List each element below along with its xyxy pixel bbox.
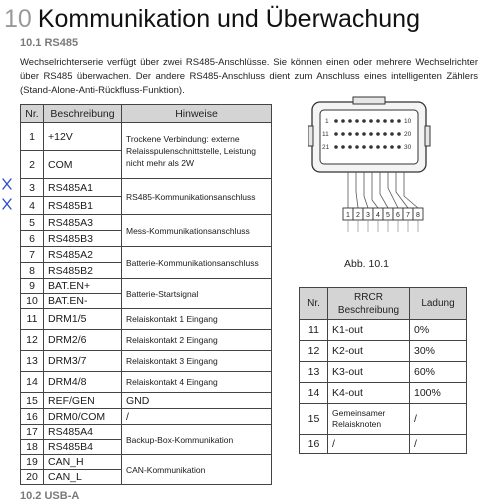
cross-mark-row-4 (3, 199, 11, 209)
table-row (21, 179, 272, 197)
row-nr: 19 (21, 455, 44, 470)
rrcr-desc: K1-out (328, 320, 410, 341)
rrcr-nr: 11 (300, 320, 328, 341)
row-nr: 17 (21, 425, 44, 440)
table-header-row (21, 105, 272, 123)
table-row (21, 455, 272, 470)
rrcr-load: / (410, 404, 467, 435)
pin-label-11: 11 (322, 131, 329, 138)
pin-label-20: 20 (404, 131, 412, 138)
row-nr: 2 (21, 151, 44, 179)
row-desc: RS485A3 (44, 215, 122, 231)
row-nr: 15 (21, 393, 44, 409)
rrcr-desc: K3-out (328, 362, 410, 383)
header-hinweise: Hinweise (122, 105, 272, 123)
table-row (300, 362, 467, 383)
row-nr: 10 (21, 294, 44, 309)
row-nr: 18 (21, 440, 44, 455)
table-row (21, 247, 272, 263)
note-battery-start: Batterie-Startsignal (122, 279, 272, 309)
rrcr-nr: 15 (300, 404, 328, 435)
connector-side-tab-right (425, 126, 430, 146)
terminal-label-4: 4 (376, 212, 380, 219)
note-slash: / (122, 409, 272, 425)
handwritten-cross-marks (0, 176, 16, 216)
row-nr: 4 (21, 197, 44, 215)
terminal-label-5: 5 (386, 212, 390, 219)
note-relay-1: Relaiskontakt 1 Eingang (122, 309, 272, 330)
table-row (21, 409, 272, 425)
row-desc: DRM1/5 (44, 309, 122, 330)
note-relay-4: Relaiskontakt 4 Eingang (122, 372, 272, 393)
figure-caption: Abb. 10.1 (344, 258, 389, 270)
connector-latch (353, 97, 385, 104)
row-nr: 3 (21, 179, 44, 197)
table-row (21, 425, 272, 440)
terminal-label-2: 2 (356, 212, 360, 219)
rrcr-nr: 12 (300, 341, 328, 362)
row-desc: RS485A1 (44, 179, 122, 197)
section-number: 10 (4, 5, 32, 33)
table-row (21, 309, 272, 330)
rrcr-desc: K2-out (328, 341, 410, 362)
row-desc: BAT.EN+ (44, 279, 122, 294)
row-desc: RS485B1 (44, 197, 122, 215)
row-desc: RS485B4 (44, 440, 122, 455)
pin-label-1: 1 (325, 118, 329, 125)
rrcr-nr: 16 (300, 435, 328, 454)
row-nr: 5 (21, 215, 44, 231)
terminal-label-1: 1 (346, 212, 350, 219)
subsection-title: 10.1 RS485 (20, 37, 79, 49)
row-desc: COM (44, 151, 122, 179)
table-row (21, 123, 272, 151)
note-rs485-comm: RS485-Kommunikationsanschluss (122, 179, 272, 215)
row-desc: CAN_L (44, 470, 122, 485)
row-desc: DRM3/7 (44, 351, 122, 372)
terminal-leads (348, 220, 418, 232)
table-row (300, 404, 467, 435)
connector-diagram (308, 96, 434, 252)
row-nr: 11 (21, 309, 44, 330)
intro-paragraph: Wechselrichterserie verfügt über zwei RS485-Anschlüsse. Sie können einen oder mehrere Wechselrichter über RS485 überwachen. Der andere RS485-Anschluss dient zum Anschluss eines intelligenten Zählers (Stand-Alone-Anti-Rückfluss-Funktion). (20, 57, 478, 96)
table-row (21, 351, 272, 372)
row-nr: 7 (21, 247, 44, 263)
pin-label-30: 30 (404, 144, 412, 151)
rrcr-load: 60% (410, 362, 467, 383)
row-desc: BAT.EN- (44, 294, 122, 309)
row-nr: 6 (21, 231, 44, 247)
row-desc: +12V (44, 123, 122, 151)
rrcr-header-ladung: Ladung (410, 288, 467, 320)
pin-assignment-table (20, 104, 272, 485)
rrcr-nr: 14 (300, 383, 328, 404)
row-nr: 1 (21, 123, 44, 151)
rrcr-desc: / (328, 435, 410, 454)
table-row (21, 393, 272, 409)
row-nr: 16 (21, 409, 44, 425)
row-desc: RS485B2 (44, 263, 122, 279)
note-meter-comm: Mess-Kommunikationsanschluss (122, 215, 272, 247)
section-heading (4, 4, 420, 38)
row-nr: 20 (21, 470, 44, 485)
terminal-label-7: 7 (406, 212, 410, 219)
rrcr-table (299, 287, 467, 454)
terminal-block (343, 208, 423, 220)
row-nr: 8 (21, 263, 44, 279)
row-nr: 9 (21, 279, 44, 294)
next-subsection-title: 10.2 USB-A (20, 490, 80, 500)
pin-label-10: 10 (404, 118, 412, 125)
row-desc: DRM2/6 (44, 330, 122, 351)
row-desc: RS485B3 (44, 231, 122, 247)
row-nr: 13 (21, 351, 44, 372)
table-row (21, 330, 272, 351)
rrcr-header-nr: Nr. (300, 288, 328, 320)
note-backup-comm: Backup-Box-Kommunikation (122, 425, 272, 455)
terminal-label-3: 3 (366, 212, 370, 219)
table-row (21, 215, 272, 231)
pin-label-21: 21 (322, 144, 330, 151)
rrcr-desc: Gemeinsamer Relaisknoten (328, 404, 410, 435)
row-desc: RS485A4 (44, 425, 122, 440)
cross-mark-row-3 (3, 179, 11, 189)
rrcr-load: 30% (410, 341, 467, 362)
rrcr-desc: K4-out (328, 383, 410, 404)
terminal-label-6: 6 (396, 212, 400, 219)
note-battery-comm: Batterie-Kommunikationsanschluss (122, 247, 272, 279)
note-relay-3: Relaiskontakt 3 Eingang (122, 351, 272, 372)
row-desc: REF/GEN (44, 393, 122, 409)
row-nr: 14 (21, 372, 44, 393)
row-desc: DRM0/COM (44, 409, 122, 425)
row-desc: RS485A2 (44, 247, 122, 263)
table-row (21, 372, 272, 393)
table-row (300, 435, 467, 454)
section-title: Kommunikation und Überwachung (37, 5, 420, 33)
row-nr: 12 (21, 330, 44, 351)
header-nr: Nr. (21, 105, 44, 123)
row-desc: CAN_H (44, 455, 122, 470)
table-row (21, 279, 272, 294)
rrcr-load: 100% (410, 383, 467, 404)
note-can-comm: CAN-Kommunikation (122, 455, 272, 485)
row-desc: DRM4/8 (44, 372, 122, 393)
connector-wires (348, 172, 418, 208)
terminal-label-8: 8 (416, 212, 420, 219)
rrcr-load: / (410, 435, 467, 454)
connector-side-tab-left (308, 126, 313, 146)
rrcr-header-beschreibung: RRCR Beschreibung (328, 288, 410, 320)
header-beschreibung: Beschreibung (44, 105, 122, 123)
table-row (300, 341, 467, 362)
rrcr-load: 0% (410, 320, 467, 341)
note-dry-contact: Trockene Verbindung: externe Relaisspulenschnittstelle, Leistung nicht mehr als 2W (122, 123, 272, 179)
rrcr-nr: 13 (300, 362, 328, 383)
table-row (300, 320, 467, 341)
table-row (300, 383, 467, 404)
table-header-row (300, 288, 467, 320)
note-gnd: GND (122, 393, 272, 409)
note-relay-2: Relaiskontakt 2 Eingang (122, 330, 272, 351)
